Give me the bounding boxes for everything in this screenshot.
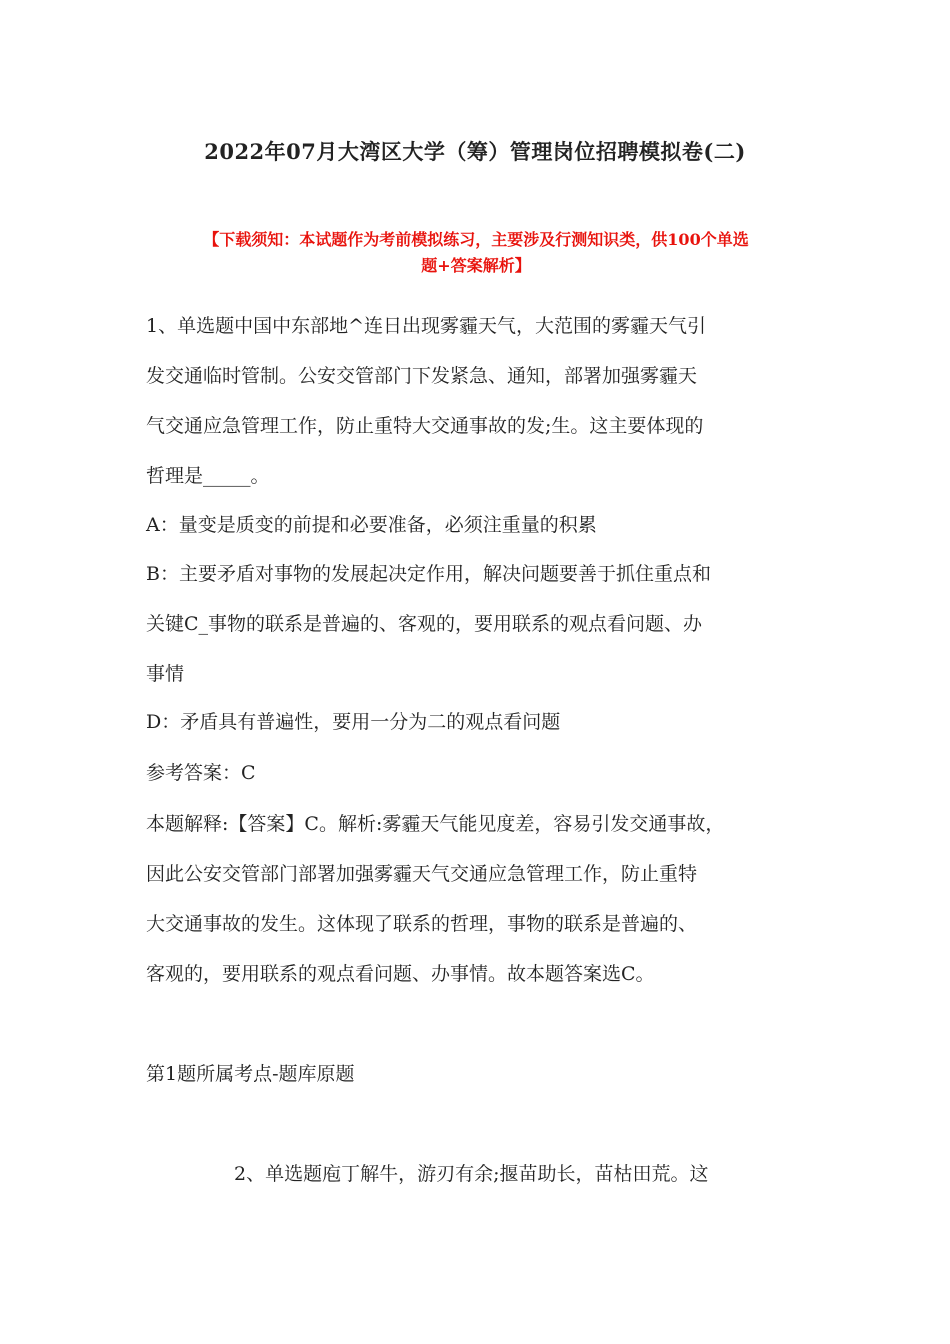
- option-b-line: 关键C_事物的联系是普遍的、客观的，要用联系的观点看问题、办: [146, 613, 703, 635]
- question-2-stem: [234, 1149, 898, 1199]
- download-notice-line: 题+答案解析】: [421, 256, 531, 275]
- question-1-option-b: [146, 549, 810, 699]
- question-2-stem-line: 2、单选题庖丁解牛，游刃有余;揠苗助长，苗枯田荒。这: [234, 1163, 709, 1185]
- option-b-line: B：主要矛盾对事物的发展起决定作用，解决问题要善于抓住重点和: [146, 563, 711, 585]
- explanation-line: 大交通事故的发生。这体现了联系的哲理，事物的联系是普遍的、: [146, 913, 698, 935]
- question-1-answer: [146, 748, 810, 798]
- question-1-knowledge-point: [146, 1049, 810, 1099]
- question-1-stem-line: 1、单选题中国中东部地^连日出现雾霾天气，大范围的雾霾天气引: [146, 315, 707, 337]
- knowledge-point-text: 第1题所属考点-题库原题: [146, 1063, 355, 1085]
- question-1-explanation: [146, 799, 810, 999]
- question-1-stem-line: 气交通应急管理工作，防止重特大交通事故的发;生。这主要体现的: [146, 415, 704, 437]
- question-1-stem-line: 发交通临时管制。公安交管部门下发紧急、通知，部署加强雾霾天: [146, 365, 698, 387]
- document-title: 2022年07月大湾区大学（筹）管理岗位招聘模拟卷(二): [204, 139, 746, 164]
- download-notice: [146, 227, 806, 279]
- explanation-line: 因此公安交管部门部署加强雾霾天气交通应急管理工作，防止重特: [146, 863, 698, 885]
- question-1-stem: [146, 301, 810, 501]
- download-notice-line: 【下载须知：本试题作为考前模拟练习，主要涉及行测知识类，供100个单选: [203, 230, 749, 249]
- answer-text: 参考答案：C: [146, 762, 256, 784]
- option-a-text: A：量变是质变的前提和必要准备，必须注重量的积累: [146, 514, 597, 536]
- option-b-line: 事情: [146, 663, 185, 685]
- option-d-text: D：矛盾具有普遍性，要用一分为二的观点看问题: [146, 711, 561, 733]
- explanation-line: 本题解释:【答案】C。解析:雾霾天气能见度差，容易引发交通事故，: [146, 813, 725, 835]
- question-1-option-d: [146, 697, 810, 747]
- explanation-line: 客观的，要用联系的观点看问题、办事情。故本题答案选C。: [146, 963, 655, 985]
- question-1-stem-line: 哲理是_____。: [146, 465, 270, 487]
- question-1-option-a: [146, 500, 810, 550]
